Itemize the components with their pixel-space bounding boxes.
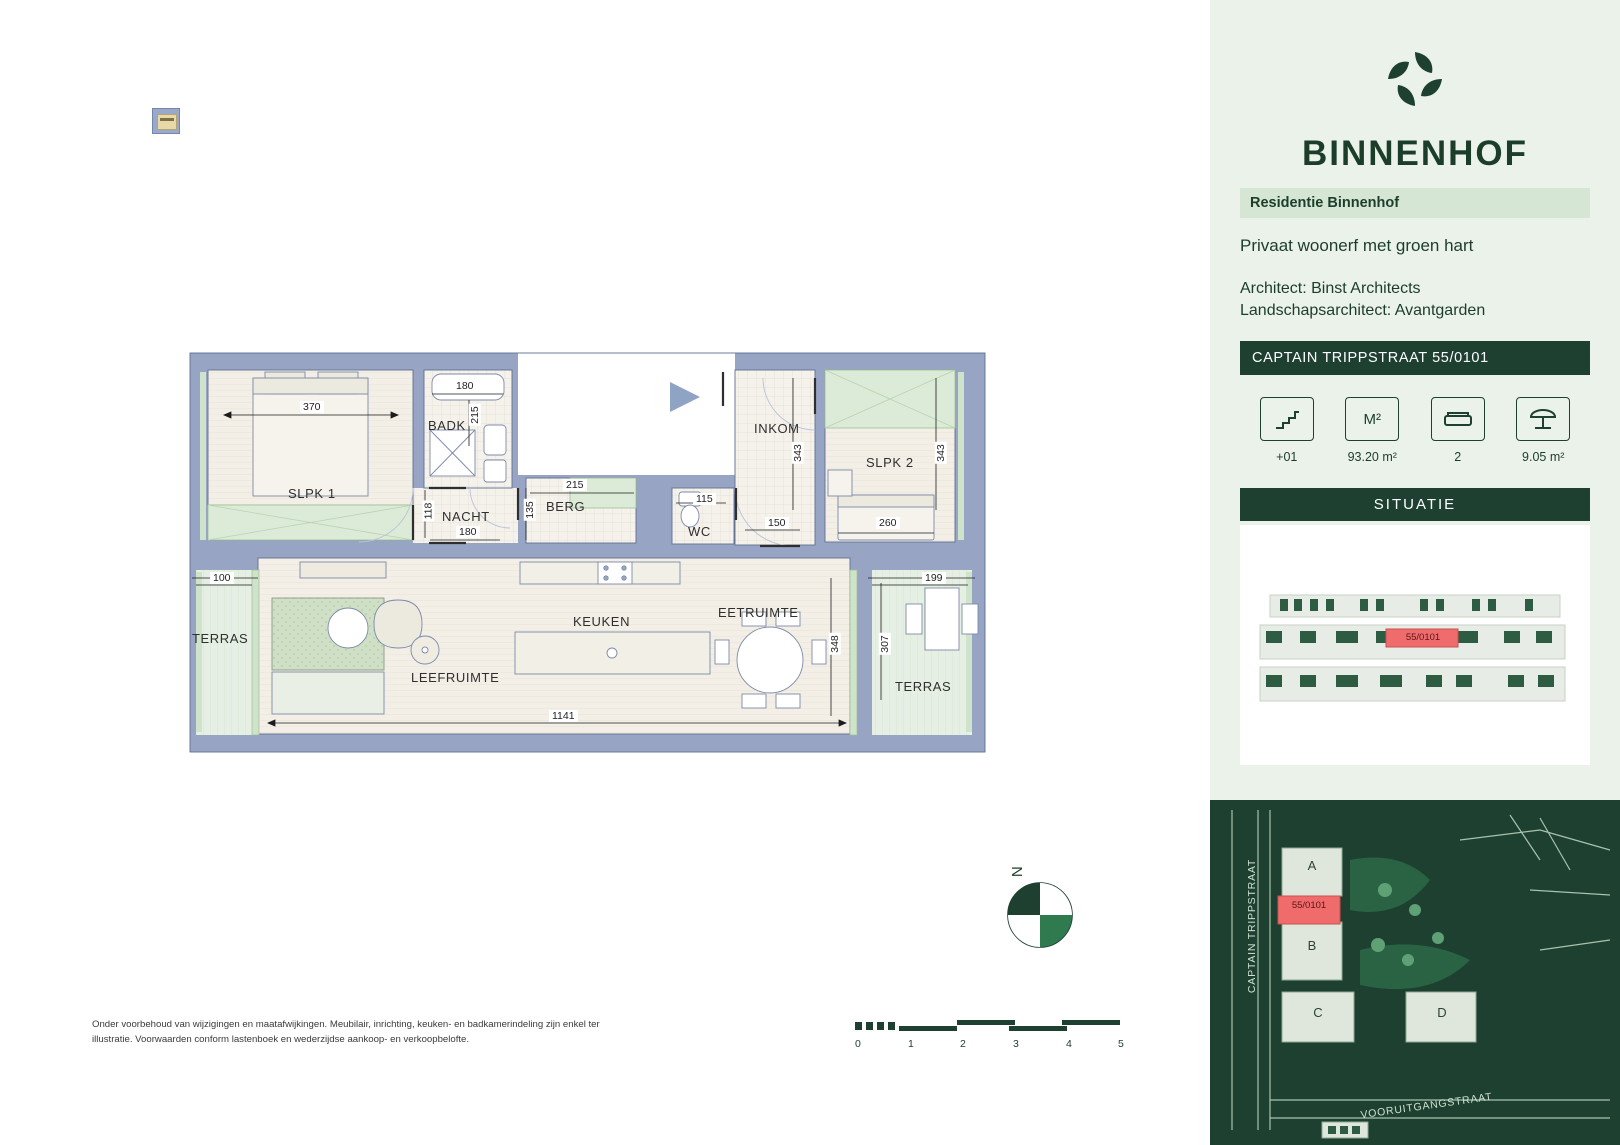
disclaimer-text: Onder voorbehoud van wijzigingen en maatafwijkingen. Meubilair, inrichting, keuken- en badkamerindeling zijn enkel ter illustratie. Voorwaarden conform lastenboek en wederzijdse aankoop- en verkoopbelofte. bbox=[92, 1019, 600, 1045]
dimension-348: 348 bbox=[828, 635, 841, 653]
stairs-icon bbox=[1260, 397, 1314, 441]
sitemap-block-d: D bbox=[1437, 1005, 1447, 1020]
terrace-parasol-icon bbox=[1516, 397, 1570, 441]
north-label: N bbox=[1009, 865, 1027, 878]
situatie-highlight-label: 55/0101 bbox=[1405, 632, 1441, 644]
landscape-architect-line: Landschapsarchitect: Avantgarden bbox=[1240, 301, 1486, 319]
room-label-slpk2: SLPK 2 bbox=[866, 455, 914, 470]
scale-tick-1: 1 bbox=[908, 1038, 914, 1050]
situatie-title: SITUATIE bbox=[1240, 488, 1590, 521]
dimension-260: 260 bbox=[876, 517, 900, 529]
dimension-199: 199 bbox=[922, 572, 946, 584]
stat-floor bbox=[1244, 397, 1330, 464]
room-label-keuken: KEUKEN bbox=[573, 614, 631, 629]
unit-address-bar: CAPTAIN TRIPPSTRAAT 55/0101 bbox=[1240, 341, 1590, 375]
stat-terrace-value: 9.05 m² bbox=[1522, 450, 1565, 465]
unit-stats bbox=[1240, 397, 1590, 464]
dimension-215-badk: 215 bbox=[468, 406, 481, 424]
area-icon-glyph: M² bbox=[1363, 410, 1381, 428]
dimension-180-badk: 180 bbox=[453, 380, 477, 392]
room-label-terras-right: TERRAS bbox=[895, 679, 952, 694]
dimension-215-berg: 215 bbox=[563, 479, 587, 491]
room-label-eetruimte: EETRUIMTE bbox=[718, 605, 799, 620]
brand-subtitle: Residentie Binnenhof bbox=[1240, 188, 1590, 218]
room-label-slpk1: SLPK 1 bbox=[288, 486, 336, 501]
stat-bedrooms bbox=[1415, 397, 1501, 464]
bed-icon bbox=[1431, 397, 1485, 441]
sitemap-block-b: B bbox=[1307, 938, 1317, 953]
scale-tick-2: 2 bbox=[960, 1038, 966, 1050]
room-label-nacht: NACHT bbox=[442, 509, 490, 524]
situatie-map bbox=[1240, 525, 1590, 765]
room-label-wc: WC bbox=[688, 524, 711, 539]
dimension-115-wc: 115 bbox=[693, 493, 716, 505]
brand-logo bbox=[1240, 46, 1590, 112]
scale-tick-0: 0 bbox=[855, 1038, 861, 1050]
dimension-343-right: 343 bbox=[934, 444, 947, 462]
brand-name: BINNENHOF bbox=[1301, 134, 1529, 173]
leaf-pinwheel-icon bbox=[1382, 46, 1448, 112]
dimension-100: 100 bbox=[210, 572, 234, 584]
room-label-inkom: INKOM bbox=[754, 421, 800, 436]
sitemap-street-bottom: VOORUITGANGSTRAAT bbox=[1359, 1090, 1494, 1122]
room-label-badk: BADK bbox=[428, 418, 466, 433]
scale-tick-4: 4 bbox=[1066, 1038, 1072, 1050]
stat-floor-value: +01 bbox=[1276, 450, 1298, 465]
sitemap-street-left: CAPTAIN TRIPPSTRAAT bbox=[1246, 858, 1258, 994]
dimension-307: 307 bbox=[878, 635, 891, 653]
area-icon bbox=[1345, 397, 1399, 441]
dimension-180-nacht: 180 bbox=[456, 526, 480, 538]
room-label-terras-left: TERRAS bbox=[192, 631, 249, 646]
room-label-berg: BERG bbox=[546, 499, 586, 514]
dimension-343-left: 343 bbox=[791, 444, 804, 462]
architect-line: Architect: Binst Architects bbox=[1240, 280, 1421, 297]
dimension-135: 135 bbox=[523, 501, 536, 519]
brand-tagline: Privaat woonerf met groen hart bbox=[1240, 236, 1474, 255]
sitemap-block-a: A bbox=[1307, 858, 1317, 873]
stat-area-value: 93.20 m² bbox=[1347, 450, 1397, 465]
scale-tick-3: 3 bbox=[1013, 1038, 1019, 1050]
site-map bbox=[1210, 800, 1620, 1145]
dimension-150: 150 bbox=[765, 517, 789, 529]
stat-terrace bbox=[1501, 397, 1587, 464]
room-label-leefruimte: LEEFRUIMTE bbox=[411, 670, 500, 685]
dimension-370: 370 bbox=[300, 401, 324, 413]
stat-bedrooms-value: 2 bbox=[1454, 450, 1462, 465]
stat-area bbox=[1330, 397, 1416, 464]
scale-tick-5: 5 bbox=[1118, 1038, 1124, 1050]
dimension-118: 118 bbox=[422, 502, 435, 520]
sitemap-highlight-label: 55/0101 bbox=[1291, 900, 1327, 911]
dimension-1141: 1141 bbox=[549, 710, 578, 722]
sitemap-block-c: C bbox=[1313, 1005, 1323, 1020]
